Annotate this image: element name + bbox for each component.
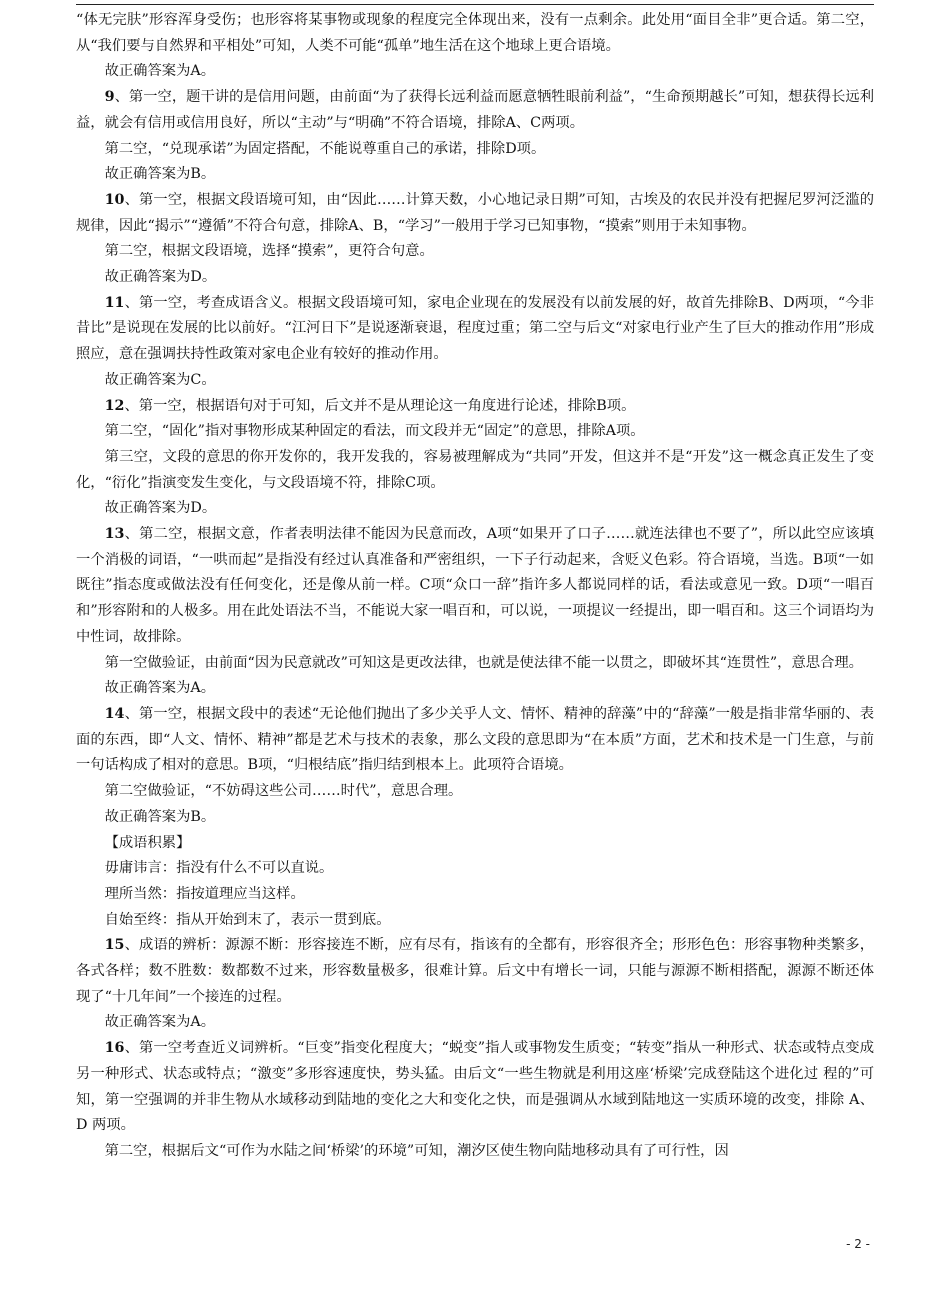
paragraph-text: 自始至终：指从开始到末了，表示一贯到底。 <box>104 911 391 928</box>
paragraph <box>76 188 874 239</box>
paragraph <box>76 805 874 831</box>
answer-explanation-body <box>76 8 874 1165</box>
page-number: - 2 - <box>846 1237 870 1251</box>
question-number: 16 <box>104 1040 125 1057</box>
paragraph <box>76 908 874 934</box>
paragraph-text: 毋庸讳言：指没有什么不可以直说。 <box>104 860 334 877</box>
question-number: 13 <box>104 526 125 543</box>
paragraph <box>76 702 874 779</box>
paragraph <box>76 239 874 265</box>
paragraph-text: 第二空，根据后文“可作为水陆之间‘桥梁’的环境”可知，潮汐区使生物向陆地移动具有了可行性，因 <box>104 1142 729 1159</box>
paragraph-text: 、第一空，根据文段语境可知，由“因此……计算天数，小心地记录日期”可知，古埃及的农民并没有把握尼罗河泛滥的规律，因此“揭示”“遵循”不符合句意，排除A、B，“学习”一般用于学习已知事物，“摸索”则用于未知事物。 <box>76 191 874 234</box>
paragraph <box>76 676 874 702</box>
paragraph-text: 、第一空，题干讲的是信用问题，由前面“为了获得长远利益而愿意牺牲眼前利益”，“生命预期越长”可知，想获得长远利益，就会有信用或信用良好，所以“主动”与“明确”不符合语境，排除A、C两项。 <box>76 89 874 131</box>
paragraph-text: 故正确答案为A。 <box>104 1014 215 1031</box>
paragraph <box>76 8 874 59</box>
paragraph-text: 第一空做验证，由前面“因为民意就改”可知这是更改法律，也就是使法律不能一以贯之，即破坏其“连贯性”，意思合理。 <box>104 654 863 671</box>
paragraph <box>76 651 874 677</box>
paragraph <box>76 831 874 857</box>
paragraph-text: 故正确答案为A。 <box>104 680 215 697</box>
paragraph <box>76 1139 874 1165</box>
paragraph <box>76 882 874 908</box>
paragraph <box>76 162 874 188</box>
paragraph-text: 、第一空，考查成语含义。根据文段语境可知，家电企业现在的发展没有以前发展的好，故首先排除B、D两项，“今非昔比”是说现在发展的比以前好。“江河日下”是说逐渐衰退，程度过重；第二空与后文“对家电行业产生了巨大的推动作用”形成照应，意在强调扶持性政策对家电企业有较好的推动作用。 <box>76 294 874 363</box>
paragraph <box>76 522 874 651</box>
paragraph <box>76 856 874 882</box>
paragraph <box>76 265 874 291</box>
header-rule <box>76 4 874 5</box>
paragraph <box>76 137 874 163</box>
paragraph-text: 第二空，根据文段语境，选择“摸索”，更符合句意。 <box>104 243 434 260</box>
paragraph <box>76 779 874 805</box>
question-number: 11 <box>104 294 125 311</box>
paragraph <box>76 59 874 85</box>
paragraph <box>76 1010 874 1036</box>
question-number: 9 <box>104 89 115 106</box>
paragraph-text: 、第一空，根据文段中的表述“无论他们抛出了多少关乎人文、情怀、精神的辞藻”中的“辞藻”一般是指非常华丽的、表面的东西，即“人文、情怀、精神”都是艺术与技术的表象，那么文段的意思即为“在本质”方面，艺术和技术是一门生意，与前一句话构成了相对的意思。B项，“归根结底”指归结到根本上。此项符合语境。 <box>76 705 874 774</box>
paragraph <box>76 496 874 522</box>
paragraph <box>76 291 874 368</box>
paragraph-text: 、第一空考查近义词辨析。“巨变”指变化程度大；“蜕变”指人或事物发生质变；“转变”指从一种形式、状态或特点变成另一种形式、状态或特点；“激变”多形容速度快，势头猛。由后文“一些生物就是利用这座‘桥梁’完成登陆这个进化过 程的”可知，第一空强调的并非生物从水域移动到陆地的变化之大和变化之快，而是强调从水域到陆地这一实质环境的改变，排除 A、D 两项。 <box>76 1040 874 1134</box>
paragraph-text: 第三空，文段的意思的你开发你的，我开发我的，容易被理解成为“共同”开发，但这并不是“开发”这一概念真正发生了变化，“衍化”指演变发生变化，与文段语境不符，排除C项。 <box>76 448 874 491</box>
paragraph <box>76 85 874 136</box>
paragraph-text: 、第一空，根据语句对于可知，后文并不是从理论这一角度进行论述，排除B项。 <box>124 397 636 414</box>
paragraph-text: “体无完肤”形容浑身受伤；也形容将某事物或现象的程度完全体现出来，没有一点剩余。此处用“面目全非”更合适。第二空，从“我们要与自然界和平相处”可知，人类不可能“孤单”地生活在这个地球上更合语境。 <box>76 12 874 54</box>
question-number: 10 <box>104 191 125 208</box>
paragraph-text: 第二空，“固化”指对事物形成某种固定的看法，而文段并无“固定”的意思，排除A项。 <box>104 423 645 440</box>
paragraph-text: 、第二空，根据文意，作者表明法律不能因为民意而改，A项“如果开了口子……就连法律也不要了”，所以此空应该填一个消极的词语，“一哄而起”是指没有经过认真准备和严密组织，一下子行动起来，含贬义色彩。符合语境，当选。B项“一如既往”指态度或做法没有任何变化，还是像从前一样。C项“众口一辞”指许多人都说同样的话，看法或意见一致。D项“一唱百和”形容附和的人极多。用在此处语法不当，不能说大家一唱百和，可以说，一项提议一经提出，即一唱百和。这三个词语均为中性词，故排除。 <box>76 526 874 645</box>
paragraph-text: 故正确答案为B。 <box>104 808 216 825</box>
paragraph-text: 故正确答案为D。 <box>104 500 217 517</box>
question-number: 14 <box>104 705 125 722</box>
question-number: 12 <box>104 397 125 414</box>
paragraph-text: 故正确答案为C。 <box>104 371 216 388</box>
question-number: 15 <box>104 937 125 954</box>
paragraph-text: 故正确答案为D。 <box>104 269 217 286</box>
paragraph <box>76 394 874 420</box>
paragraph <box>76 419 874 445</box>
paragraph <box>76 445 874 496</box>
paragraph <box>76 1036 874 1139</box>
paragraph-text: 第二空，“兑现承诺”为固定搭配，不能说尊重自己的承诺，排除D项。 <box>104 140 546 157</box>
paragraph <box>76 933 874 1010</box>
paragraph-text: 故正确答案为B。 <box>104 166 216 183</box>
paragraph <box>76 368 874 394</box>
paragraph-text: 、成语的辨析：源源不断：形容接连不断，应有尽有，指该有的全都有，形容很齐全；形形色色：形容事物种类繁多，各式各样；数不胜数：数都数不过来，形容数量极多，很难计算。后文中有增长一词，只能与源源不断相搭配，源源不断还体现了“十几年间”一个接连的过程。 <box>76 937 874 1005</box>
paragraph-text: 第二空做验证，“不妨碍这些公司……时代”，意思合理。 <box>104 783 463 800</box>
paragraph-text: 故正确答案为A。 <box>104 63 215 80</box>
paragraph-text: 理所当然：指按道理应当这样。 <box>104 885 305 902</box>
paragraph-text: 【成语积累】 <box>104 834 191 851</box>
